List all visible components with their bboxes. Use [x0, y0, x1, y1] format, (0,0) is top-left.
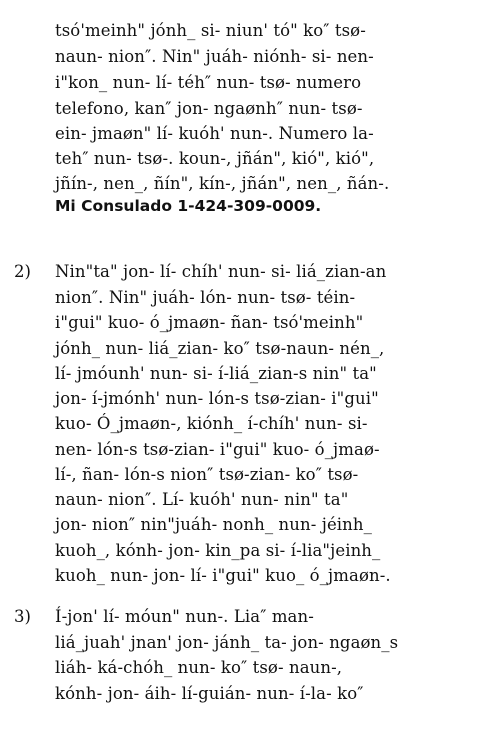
text-line: kuoh_, kónh- jon- kin_pa si- í-lia"jeinh_: [55, 541, 381, 560]
text-line: telefono, kan″ jon- ngaønh″ nun- tsø-: [55, 99, 363, 118]
text-line: kuoh_ nun- jon- lí- i"gui" kuo_ ó_jmaøn-.: [55, 566, 391, 585]
text-line: liá_juah' jnan' jon- jánh_ ta- jon- ngaøn_s: [55, 633, 399, 652]
text-line: naun- nion″. Nin" juáh- niónh- si- nen-: [55, 47, 374, 66]
text-line: jñín-, nen_, ñín", kín-, jñán", nen_, ñán-.: [55, 174, 390, 193]
text-line: jon- í-jmónh' nun- lón-s tsø-zian- i"gui": [55, 389, 379, 408]
text-line: teh″ nun- tsø-. koun-, jñán", kió", kió",: [55, 149, 375, 168]
text-line: liáh- ká-chóh_ nun- ko″ tsø- naun-,: [55, 658, 343, 677]
text-line: i"kon_ nun- lí- téh″ nun- tsø- numero: [55, 73, 362, 92]
text-line: jónh_ nun- liá_zian- ko″ tsø-naun- nén_,: [55, 339, 385, 358]
text-line: naun- nion″. Lí- kuóh' nun- nin" ta": [55, 490, 349, 509]
list-number: 3): [14, 607, 31, 626]
text-line: nen- lón-s tsø-zian- i"gui" kuo- ó_jmaø-: [55, 440, 380, 459]
text-line: jon- nion″ nin"juáh- nonh_ nun- jéinh_: [55, 515, 372, 534]
text-line: lí-, ñan- lón-s nion″ tsø-zian- ko″ tsø-: [55, 465, 359, 484]
text-line: lí- jmóunh' nun- si- í-liá_zian-s nin" ta": [55, 364, 377, 383]
text-line: ein- jmaøn" lí- kuóh' nun-. Numero la-: [55, 124, 374, 143]
text-line: tsó'meinh" jónh_ si- niun' tó" ko″ tsø-: [55, 21, 366, 40]
text-line: kuo- Ó_jmaøn-, kiónh_ í-chíh' nun- si-: [55, 414, 368, 433]
list-number: 2): [14, 262, 31, 281]
text-line: Í-jon' lí- móun" nun-. Lia″ man-: [55, 607, 314, 626]
text-line: Nin"ta" jon- lí- chíh' nun- si- liá_zian-an: [55, 262, 387, 281]
text-line: kónh- jon- áih- lí-guián- nun- í-la- ko″: [55, 684, 364, 703]
text-line: nion″. Nin" juáh- lón- nun- tsø- téin-: [55, 288, 356, 307]
consulate-phone-line: Mi Consulado 1-424-309-0009.: [55, 197, 322, 215]
text-line: i"gui" kuo- ó_jmaøn- ñan- tsó'meinh": [55, 313, 364, 332]
